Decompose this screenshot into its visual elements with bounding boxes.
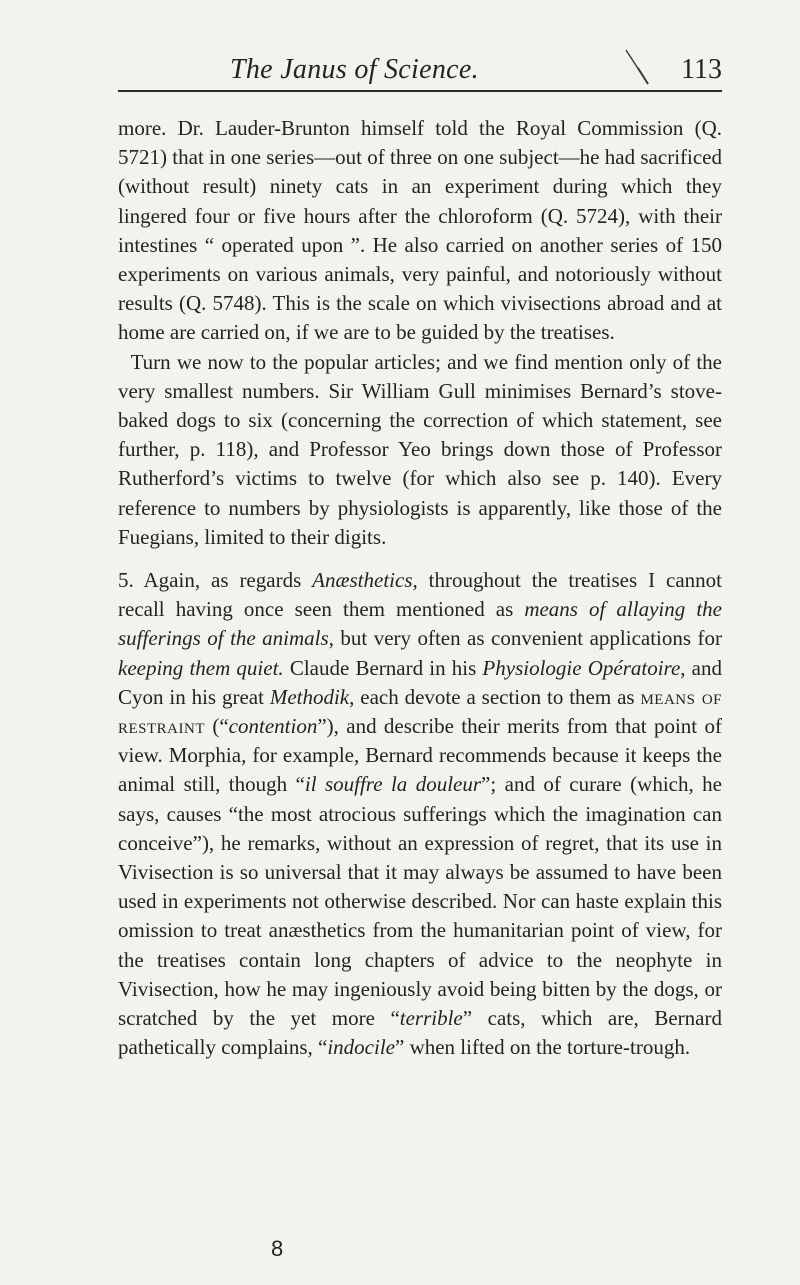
text-segment: , throughout the treatises I cannot recall having once seen them mentioned as <box>118 568 722 622</box>
signature-number: 8 <box>271 1236 284 1261</box>
text-segment: Turn we now to the popular articles; and we find mention only of the very smallest numbers. Sir William Gull minimises Bernard’s stove-baked dogs to six (concerning the correction of which statement, see further, p. 118), and Professor Yeo brings down those of Professor Rutherford’s victims to twelve (for which also see p. 140). Every reference to numbers by physiologists is apparently, like those of the Fuegians, limited to their digits. <box>118 349 722 549</box>
text-segment: Claude Bernard in his <box>283 655 483 680</box>
text-segment: 5. Again, as regards <box>118 568 313 593</box>
page-header <box>118 46 722 92</box>
running-title: The Janus of Science. <box>230 54 479 85</box>
paragraph-2 <box>118 348 722 552</box>
text-segment: contention <box>228 714 318 739</box>
text-segment: terrible <box>399 1006 463 1031</box>
text-segment: keeping them quiet. <box>118 655 284 680</box>
text-segment: , each devote a section to them as <box>349 684 641 709</box>
text-segment: ” cats, which are, Bernard pathetically complains, “ <box>118 1006 722 1060</box>
header-rule <box>118 90 722 92</box>
text-segment: , but very often as convenient applications for <box>328 626 722 651</box>
text-segment: indocile <box>327 1035 395 1060</box>
text-segment: , and Cyon in his great <box>118 655 722 709</box>
printer-mark-icon <box>624 46 650 92</box>
text-segment: ”), and describe their merits from that point of view. Morphia, for example, Bernard recommends because it keeps the animal still, though “ <box>118 714 722 797</box>
text-segment: (“ <box>205 714 229 739</box>
text-segment: Anæsthetics <box>312 568 413 593</box>
text-segment: il souffre la douleur <box>304 772 482 797</box>
text-segment: Methodik <box>269 684 350 709</box>
text-segment: means of restraint <box>118 684 723 739</box>
body-text <box>118 114 722 1063</box>
text-segment: ” when lifted on the torture-trough. <box>395 1035 691 1060</box>
text-segment: means of allaying the sufferings of the animals <box>118 597 722 651</box>
text-segment: Physiologie Opératoire <box>482 655 681 680</box>
text-segment: ”; and of curare (which, he says, causes “the most atrocious sufferings which the imagination can conceive”), he remarks, without an expression of regret, that its use in Vivisection is so universal that it may always be assumed to have been used in experiments not otherwise described. Nor can haste explain this omission to treat anæsthetics from the humanitarian point of view, for the treatises contain long chapters of advice to the neophyte in Vivisection, how he may ingeniously avoid being bitten by the dogs, or scratched by the yet more “ <box>118 772 723 1031</box>
page-number: 113 <box>681 54 722 85</box>
text-segment: more. Dr. Lauder-Brunton himself told the Royal Commission (Q. 5721) that in one series—out of three on one subject—he had sacrificed (without result) ninety cats in an experiment during which they lingered four or five hours after the chloroform (Q. 5724), with their intestines “ operated upon ”. He also carried on another series of 150 experiments on various animals, very painful, and notoriously without results (Q. 5748). This is the scale on which vivisections abroad and at home are carried on, if we are to be guided by the treatises. <box>118 116 722 345</box>
paragraph-1 <box>118 114 722 348</box>
paragraph-3-anaesthetics <box>118 566 722 1062</box>
